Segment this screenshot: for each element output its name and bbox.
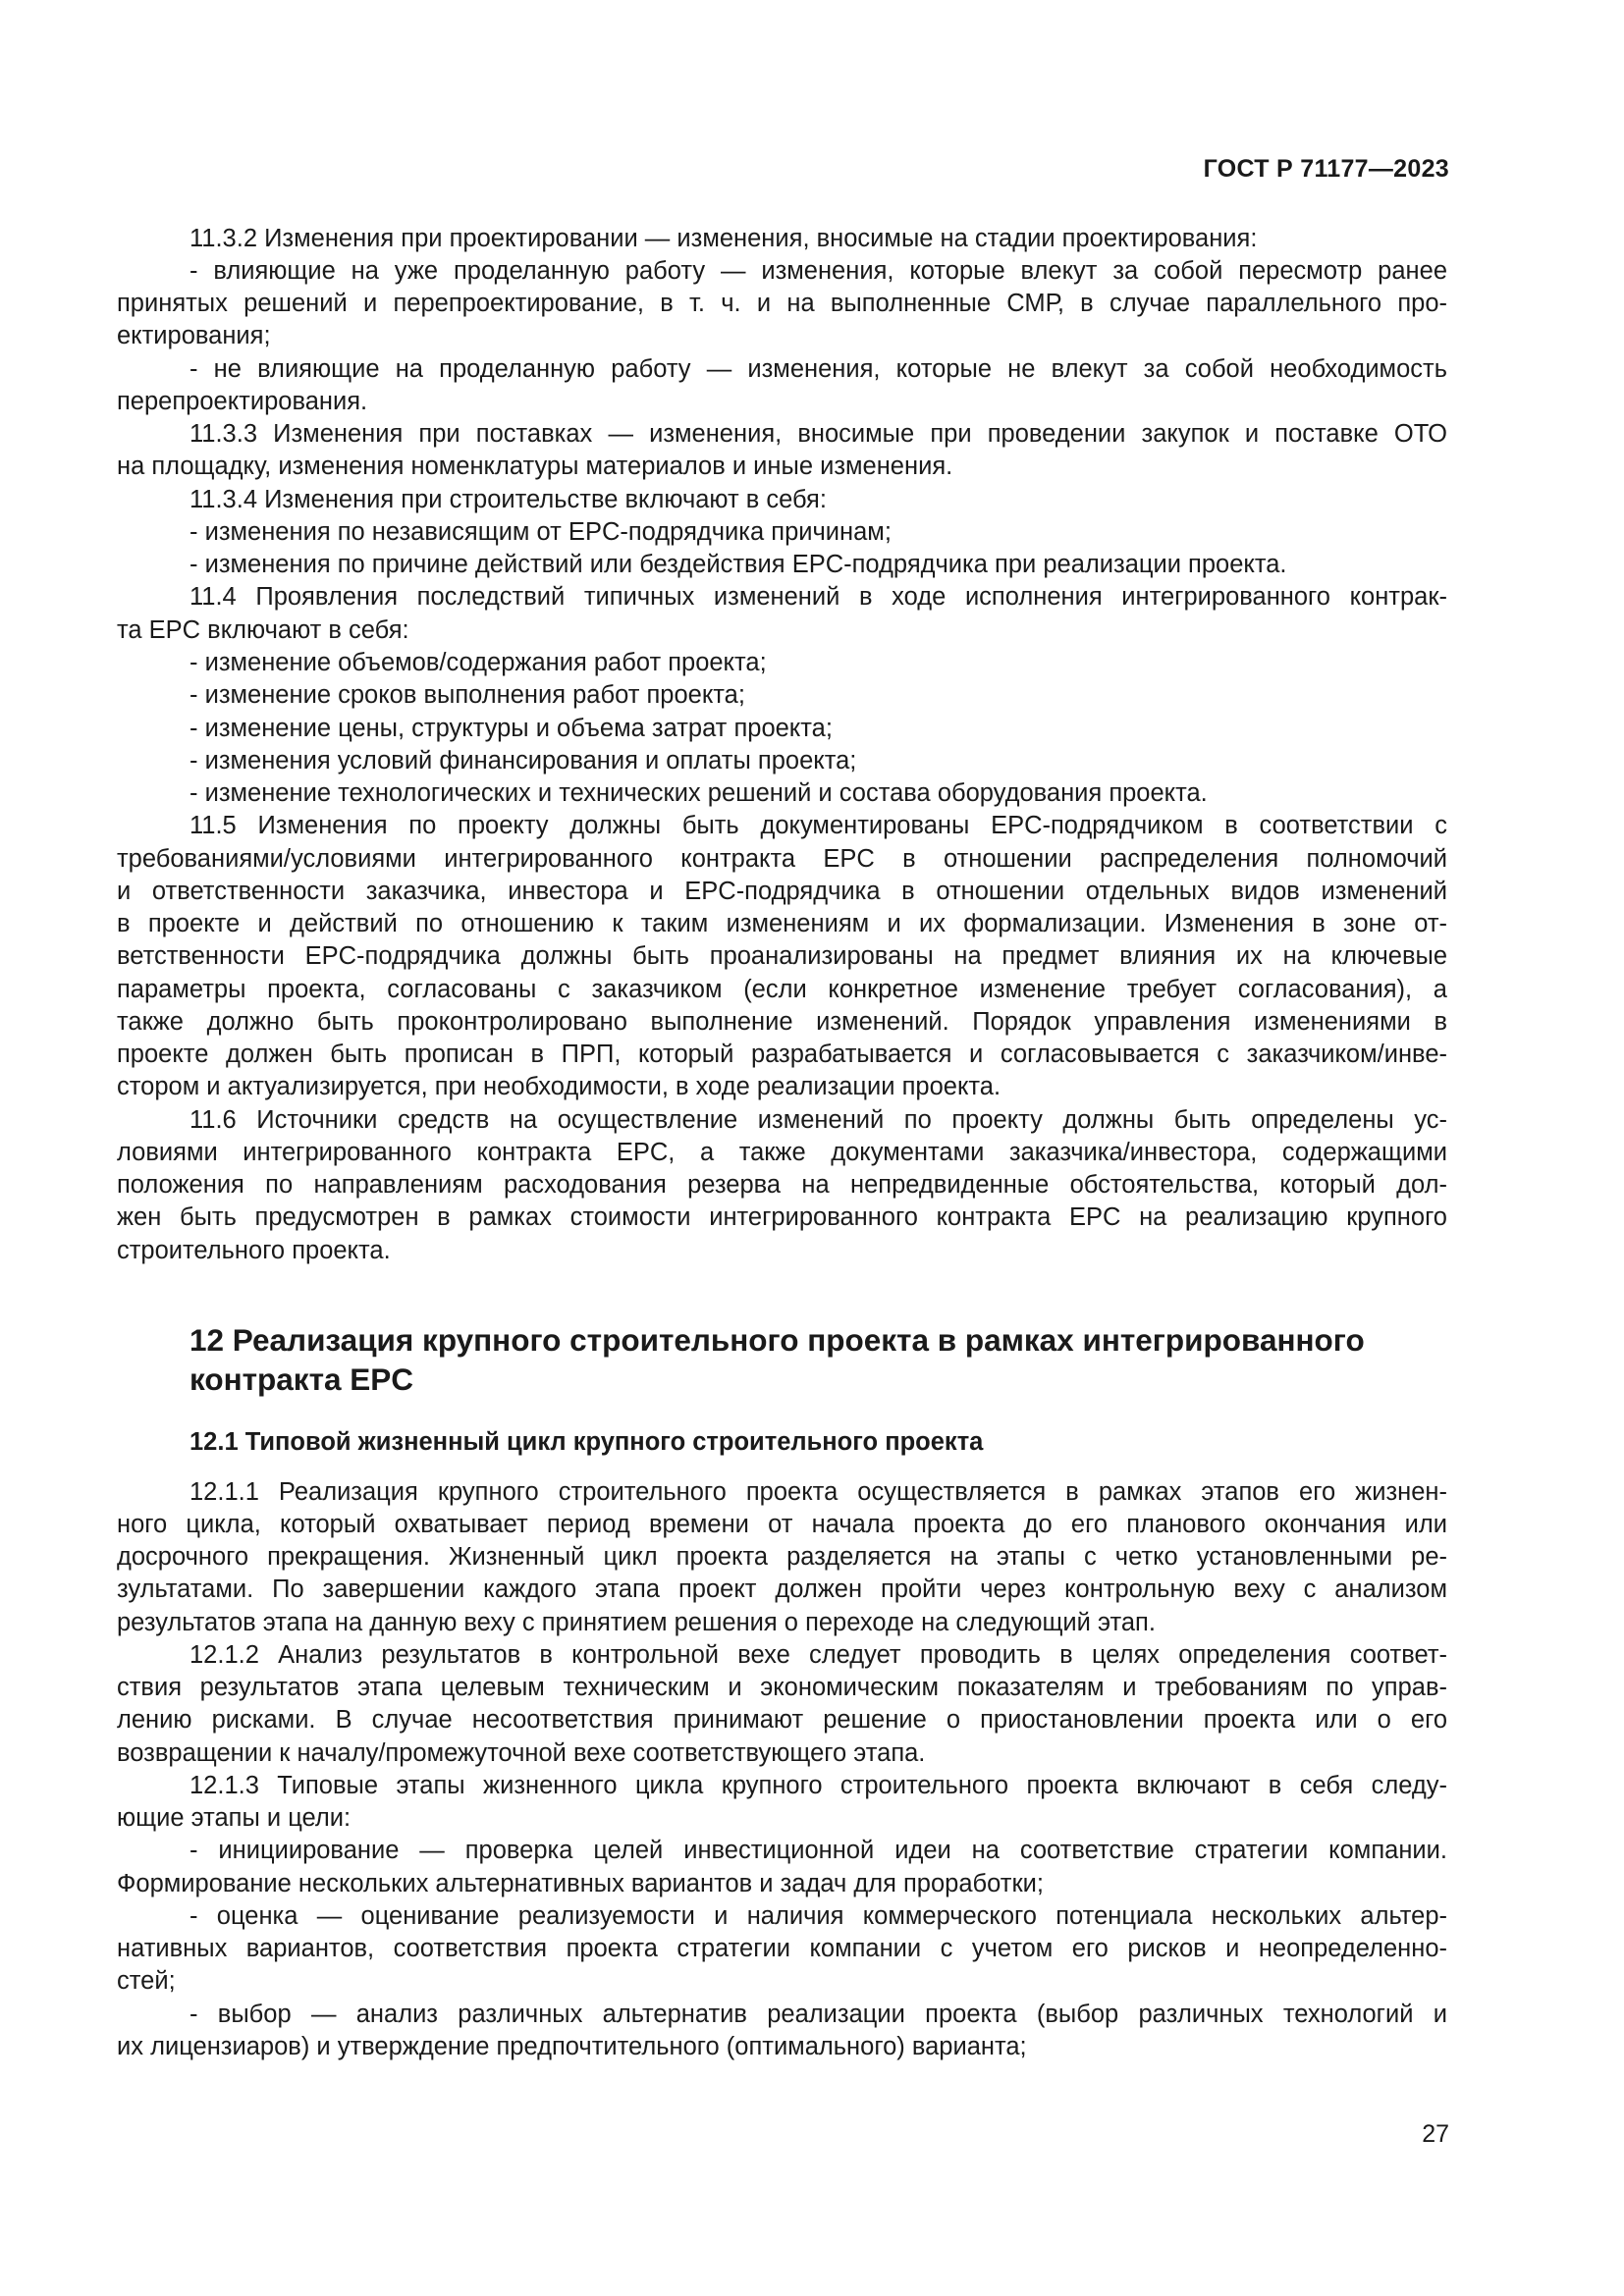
text-line: возвращении к началу/промежуточной вехе соответствующего этапа. [117, 1739, 926, 1767]
text-line: лению рисками. В случае несоответствия принимают решение о приостановлении проекта или о его [117, 1706, 1447, 1734]
text-line: 12.1.1 Реализация крупного строительного проекта осуществляется в рамках этапов его жизнен- [189, 1478, 1447, 1506]
text-line: строительного проекта. [117, 1237, 391, 1264]
text-line: стором и актуализируется, при необходимости, в ходе реализации проекта. [117, 1073, 1001, 1100]
text-line: ствия результатов этапа целевым техническим и экономическим показателям и требованиям по управ- [117, 1674, 1447, 1701]
text-line: положения по направлениям расходования резерва на непредвиденные обстоятельства, который дол- [117, 1171, 1447, 1199]
text-line: жен быть предусмотрен в рамках стоимости интегрированного контракта EPC на реализацию крупного [117, 1203, 1447, 1231]
text-line: ного цикла, который охватывает период времени от начала проекта до его планового окончания или [117, 1511, 1447, 1538]
text-line: перепроектирования. [117, 388, 368, 415]
text-line: досрочного прекращения. Жизненный цикл проекта разделяется на этапы с четко установленными ре- [117, 1543, 1447, 1571]
text-line: стей; [117, 1967, 176, 1995]
text-line: ветственности EPC-подрядчика должны быть проанализированы на предмет влияния их на ключевые [117, 942, 1447, 970]
text-line: та EPC включают в себя: [117, 616, 409, 644]
text-line: ловиями интегрированного контракта EPC, а также документами заказчика/инвестора, содержащими [117, 1139, 1447, 1166]
text-line: ющие этапы и цели: [117, 1804, 352, 1832]
list-item: - изменение сроков выполнения работ проекта; [189, 681, 745, 709]
list-item: - изменения по независящим от EPC-подрядчика причинам; [189, 518, 892, 546]
text-line: требованиями/условиями интегрированного контракта EPC в отношении распределения полномочий [117, 845, 1447, 873]
text-line: 11.4 Проявления последствий типичных изменений в ходе исполнения интегрированного контрак- [189, 583, 1447, 611]
text-line: ектирования; [117, 322, 271, 349]
text-line: параметры проекта, согласованы с заказчиком (если конкретное изменение требует согласования), а [117, 976, 1447, 1003]
list-item: - не влияющие на проделанную работу — изменения, которые не влекут за собой необходимость [189, 355, 1447, 383]
text-line: принятых решений и перепроектирование, в т. ч. и на выполненные СМР, в случае параллельного про- [117, 290, 1447, 317]
text-line: 11.3.4 Изменения при строительстве включают в себя: [189, 486, 827, 513]
text-line: на площадку, изменения номенклатуры материалов и иные изменения. [117, 453, 953, 480]
list-item: - инициирование — проверка целей инвестиционной идеи на соответствие стратегии компании. [189, 1837, 1447, 1864]
list-item: - изменения по причине действий или бездействия EPC-подрядчика при реализации проекта. [189, 551, 1287, 578]
section-heading: 12 Реализация крупного строительного проекта в рамках интегрированного [189, 1322, 1365, 1358]
document-standard-id: ГОСТ Р 71177—2023 [1203, 155, 1449, 183]
text-line: проекте должен быть прописан в ПРП, который разрабатывается и согласовывается с заказчиком/инве- [117, 1041, 1447, 1068]
text-line: 11.5 Изменения по проекту должны быть документированы EPC-подрядчиком в соответствии с [189, 812, 1447, 839]
list-item: - изменение цены, структуры и объема затрат проекта; [189, 715, 833, 742]
list-item: - изменения условий финансирования и оплаты проекта; [189, 747, 857, 774]
list-item: - изменение технологических и технических решений и состава оборудования проекта. [189, 779, 1208, 807]
text-line: и ответственности заказчика, инвестора и EPC-подрядчика в отношении отдельных видов изменений [117, 878, 1447, 905]
page-number: 27 [1422, 2120, 1449, 2148]
list-item: - влияющие на уже проделанную работу — изменения, которые влекут за собой пересмотр ранее [189, 257, 1447, 285]
list-item: - оценка — оценивание реализуемости и наличия коммерческого потенциала нескольких альтер- [189, 1902, 1447, 1930]
text-line: 11.6 Источники средств на осуществление изменений по проекту должны быть определены ус- [189, 1106, 1447, 1134]
text-line: их лицензиаров) и утверждение предпочтительного (оптимального) варианта; [117, 2033, 1027, 2060]
text-line: нативных вариантов, соответствия проекта стратегии компании с учетом его рисков и неопределенно- [117, 1935, 1447, 1962]
text-line: 12.1.2 Анализ результатов в контрольной вехе следует проводить в целях определения соответ- [189, 1641, 1447, 1669]
list-item: - выбор — анализ различных альтернатив реализации проекта (выбор различных технологий и [189, 2001, 1447, 2028]
text-line: также должно быть проконтролировано выполнение изменений. Порядок управления изменениями в [117, 1008, 1447, 1036]
subsection-heading: 12.1 Типовой жизненный цикл крупного строительного проекта [189, 1428, 984, 1456]
list-item: - изменение объемов/содержания работ проекта; [189, 649, 767, 676]
text-line: зультатами. По завершении каждого этапа проект должен пройти через контрольную веху с анализом [117, 1575, 1447, 1603]
text-line: в проекте и действий по отношению к таким изменениям и их формализации. Изменения в зоне от- [117, 910, 1447, 937]
text-line: результатов этапа на данную веху с принятием решения о переходе на следующий этап. [117, 1609, 1156, 1636]
text-line: 11.3.3 Изменения при поставках — изменения, вносимые при проведении закупок и поставке ОТО [189, 420, 1447, 448]
section-heading: контракта EPC [189, 1362, 414, 1397]
text-line: Формирование нескольких альтернативных вариантов и задач для проработки; [117, 1870, 1044, 1897]
text-line: 12.1.3 Типовые этапы жизненного цикла крупного строительного проекта включают в себя следу- [189, 1772, 1447, 1799]
text-line: 11.3.2 Изменения при проектировании — изменения, вносимые на стадии проектирования: [189, 225, 1258, 252]
